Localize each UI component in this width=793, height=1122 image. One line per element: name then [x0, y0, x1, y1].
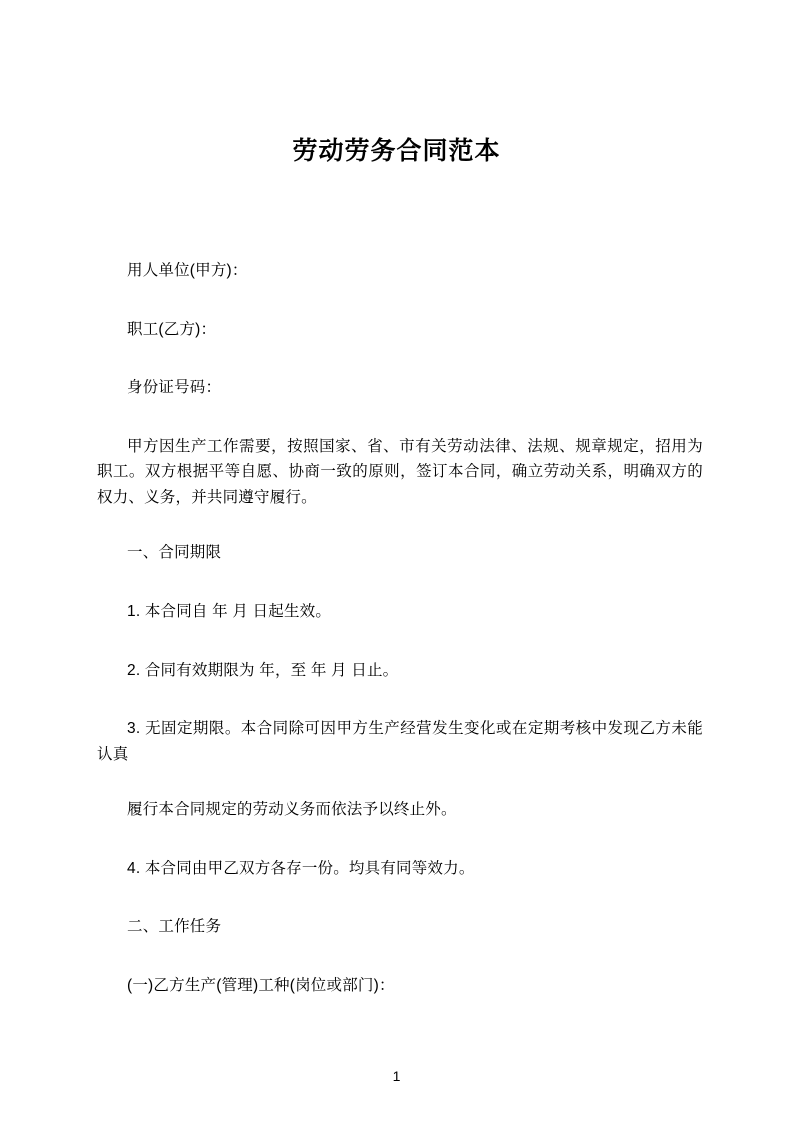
- spacer: [97, 823, 703, 856]
- heading-section-2: 二、工作任务: [127, 918, 222, 936]
- document-body: [0, 258, 793, 998]
- spacer: [97, 401, 703, 434]
- heading-section-1: 一、合同期限: [127, 544, 222, 562]
- spacer: [97, 767, 703, 797]
- clause-1-3-continued: 履行本合同规定的劳动义务而依法予以终止外。: [127, 801, 457, 819]
- spacer: [97, 683, 703, 716]
- page-title: 劳动劳务合同范本: [292, 137, 501, 165]
- spacer: [97, 881, 703, 914]
- paragraph-id-number: 身份证号码：: [127, 379, 222, 397]
- spacer: [97, 342, 703, 375]
- clause-1-3: 3. 无固定期限。本合同除可因甲方生产经营发生变化或在定期考核中发现乙方未能认真: [97, 720, 703, 763]
- spacer: [97, 940, 703, 973]
- clause-1-4: 4. 本合同由甲乙双方各存一份。均具有同等效力。: [127, 859, 475, 877]
- clause-1-1: 1. 本合同自 年 月 日起生效。: [127, 602, 332, 620]
- spacer: [97, 284, 703, 317]
- page-number: 1: [392, 1068, 401, 1084]
- paragraph-employee: 职工(乙方)：: [127, 320, 217, 338]
- clause-1-2: 2. 合同有效期限为 年，至 年 月 日止。: [127, 661, 399, 679]
- spacer: [97, 566, 703, 599]
- paragraph-preamble: 甲方因生产工作需要，按照国家、省、市有关劳动法律、法规、规章规定，招用为职工。双方根据平等自愿、协商一致的原则，签订本合同，确立劳动关系，明确双方的权力、义务，并共同遵守履行。: [97, 437, 703, 506]
- spacer: [97, 625, 703, 658]
- spacer: [97, 510, 703, 540]
- clause-2-1: (一)乙方生产(管理)工种(岗位或部门)：: [127, 976, 395, 994]
- paragraph-employer: 用人单位(甲方)：: [127, 262, 248, 279]
